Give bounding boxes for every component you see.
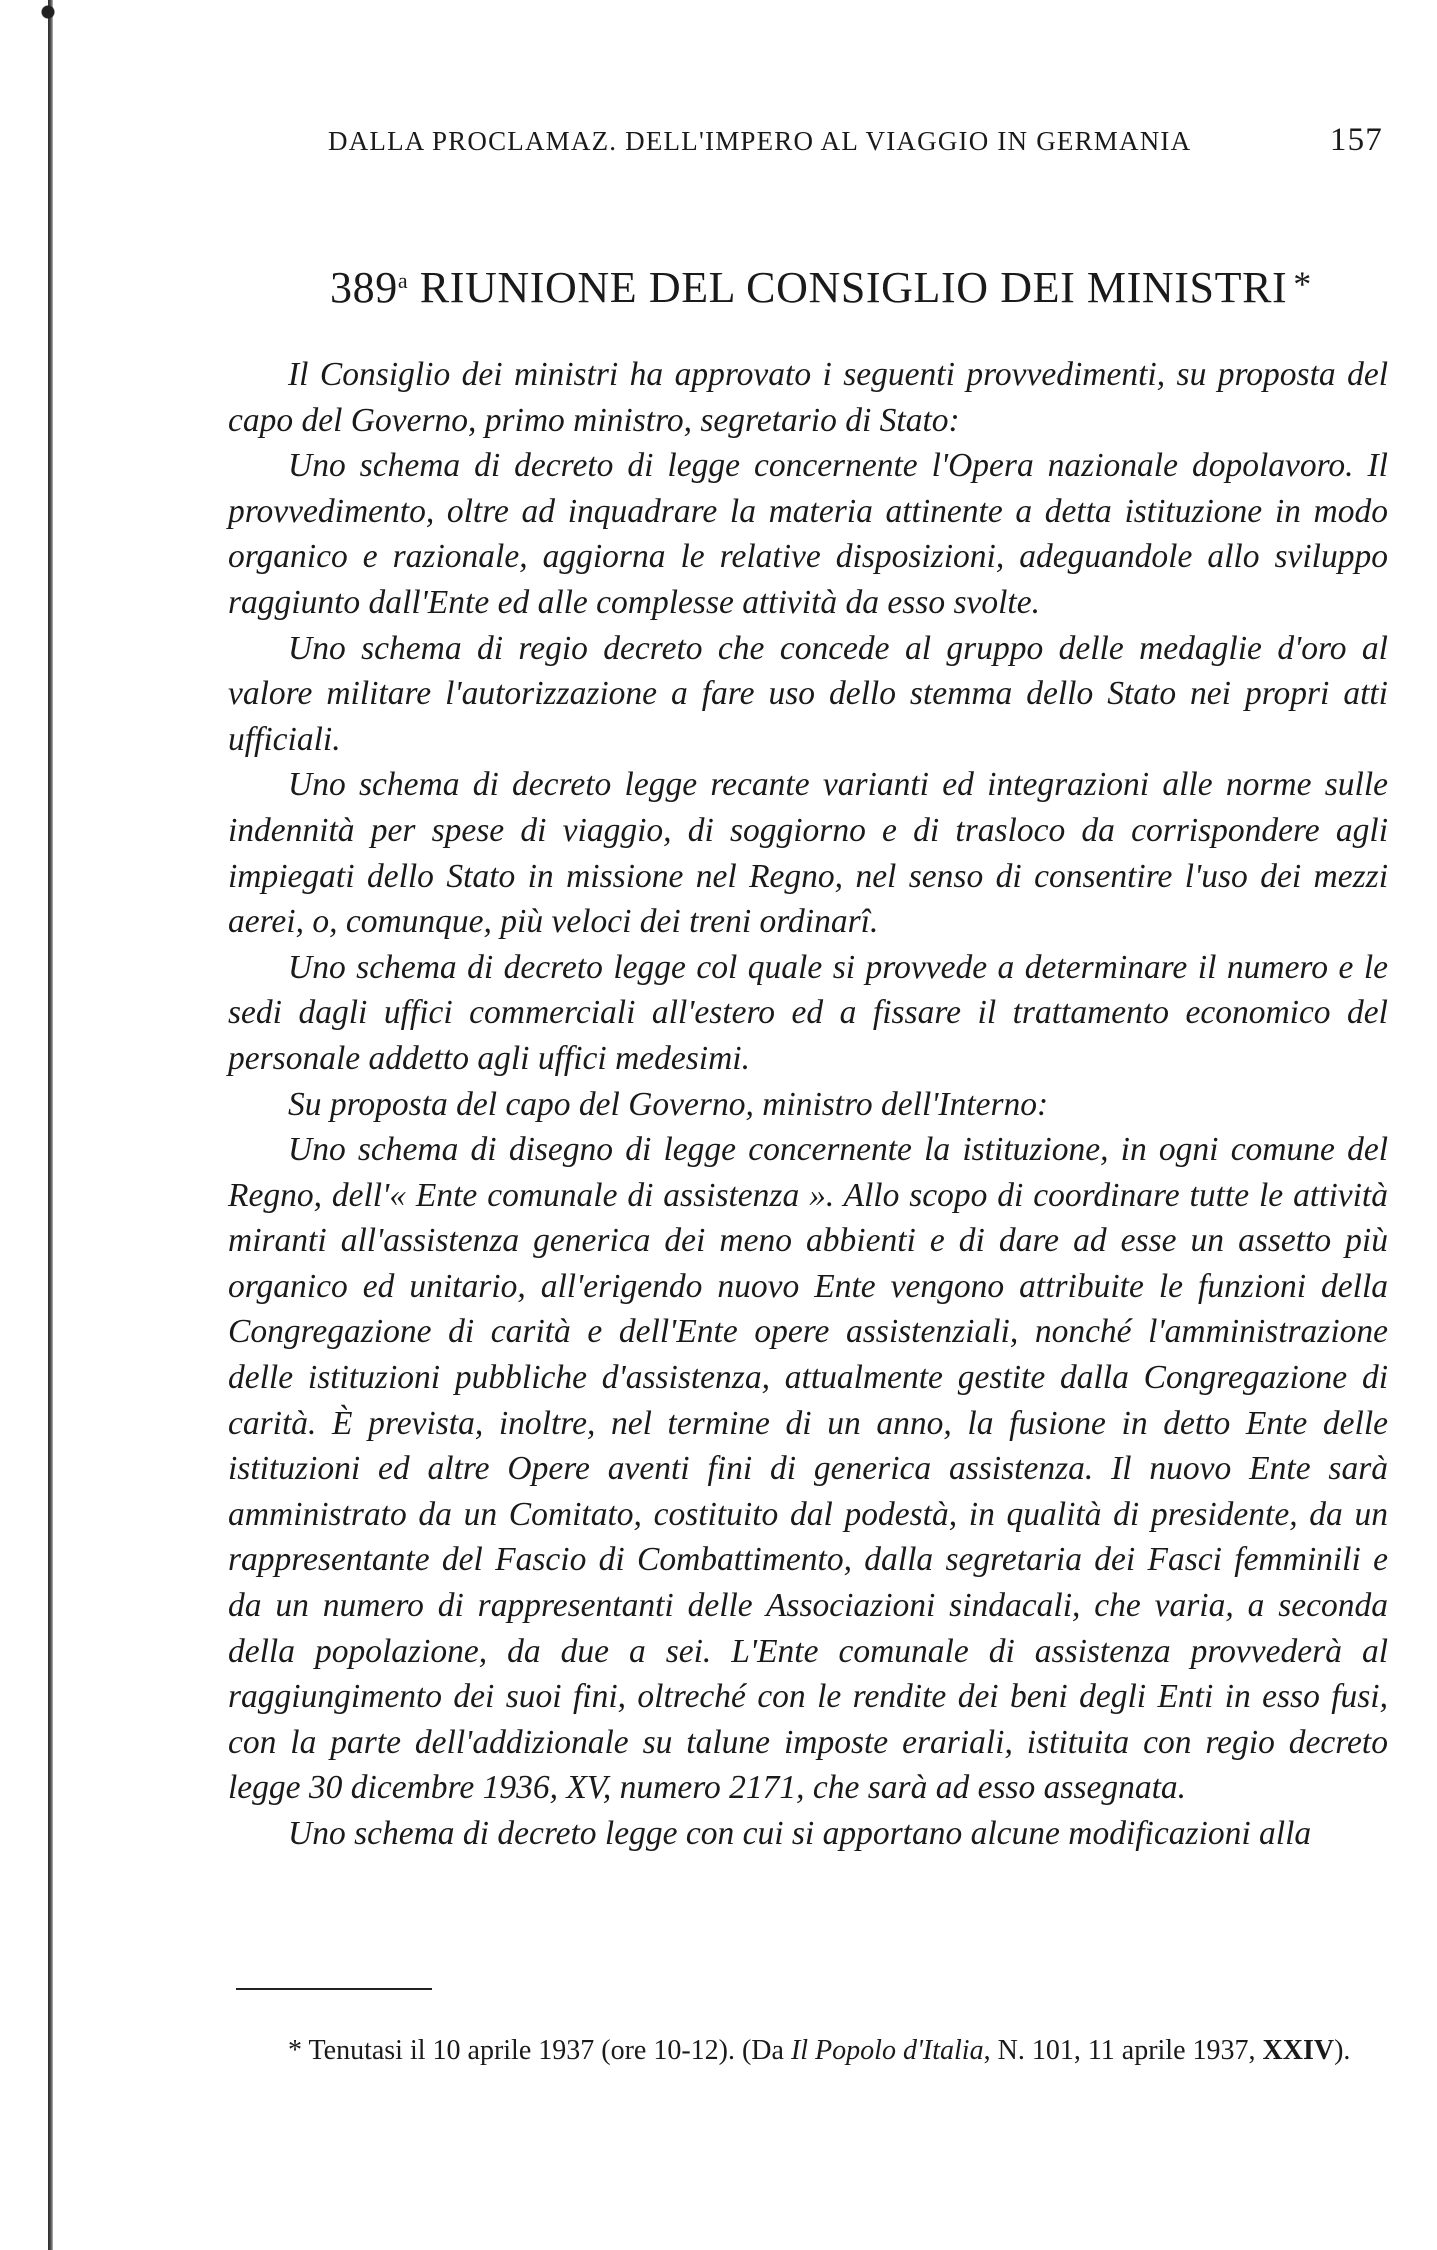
- footnote-marker: *: [288, 2035, 302, 2066]
- footnote: [228, 2030, 1388, 2072]
- paragraph: Uno schema di decreto di legge concernente l'Opera nazionale dopolavoro. Il provvedimento, oltre ad inquadrare la materia attinente a detta istituzione in modo organico e razionale, aggiorna le relative disposizioni, adeguandole allo sviluppo raggiunto dall'Ente ed alle complesse attività da esso svolte.: [228, 447, 1388, 621]
- paragraph: Uno schema di decreto legge con cui si apportano alcune modificazioni alla: [288, 1815, 1312, 1852]
- paragraph: Uno schema di decreto legge recante varianti ed integrazioni alle norme sulle indennità per spese di viaggio, di soggiorno e di trasloco da corrispondere agli impiegati dello Stato in missione nel Regno, nel senso di consentire l'uso dei mezzi aerei, o, comunque, più veloci dei treni ordinarî.: [228, 766, 1388, 941]
- heading-footnote-marker: *: [1293, 264, 1312, 304]
- heading-superscript: a: [397, 268, 409, 293]
- footnote-closing: ).: [1334, 2035, 1351, 2066]
- paragraph: Uno schema di disegno di legge concernente la istituzione, in ogni comune del Regno, dell'« Ente comunale di assistenza ». Allo scopo di coordinare tutte le attività miranti all'assistenza generica dei meno abbienti e di dare ad esse un assetto più organico ed unitario, all'erigendo nuovo Ente vengono attribuite le funzioni della Congregazione di carità e dell'Ente opere assistenziali, nonché l'amministrazione delle istituzioni pubbliche d'assistenza, attualmente gestite dalla Congregazione di carità. È prevista, inoltre, nel termine di un anno, la fusione in detto Ente delle istituzioni ed altre Opere aventi fini di generica assistenza. Il nuovo Ente sarà amministrato da un Comitato, costituito dal podestà, in qualità di presidente, da un rappresentante del Fascio di Combattimento, dalla segretaria dei Fasci femminili e da un numero di rappresentanti delle Associazioni sindacali, che varia, a seconda della popolazione, da due a sei. L'Ente comunale di assistenza provvederà al raggiungimento dei suoi fini, oltreché con le rendite dei beni degli Enti in esso fusi, con la parte dell'addizionale su talune imposte erariali, istituita con regio decreto legge 30 dicembre 1936, XV, numero 2171, che sarà ad esso assegnata.: [228, 1131, 1388, 1807]
- paragraph: Il Consiglio dei ministri ha approvato i seguenti provvedimenti, su proposta del capo del Governo, primo ministro, segretario di Stato:: [228, 356, 1388, 439]
- footnote-text-after: , N. 101, 11 aprile 1937,: [983, 2035, 1263, 2066]
- running-head: [328, 122, 1383, 162]
- paragraph: Uno schema di regio decreto che concede al gruppo delle medaglie d'oro al valore militare l'autorizzazione a fare uso dello stemma dello Stato nei propri atti ufficiali.: [228, 629, 1388, 758]
- binding-mark: [38, 0, 58, 40]
- binding-edge: [48, 0, 53, 2250]
- section-heading: [330, 262, 1390, 313]
- page-number: 157: [1329, 122, 1383, 158]
- heading-number: 389: [330, 263, 398, 312]
- footnote-text: [228, 2030, 1388, 2072]
- footnote-rule: [236, 1988, 432, 1990]
- paragraph: Su proposta del capo del Governo, ministro dell'Interno:: [288, 1085, 1049, 1123]
- footnote-source-title: Il Popolo d'Italia: [790, 2035, 984, 2066]
- heading-title: RIUNIONE DEL CONSIGLIO DEI MINISTRI: [419, 263, 1288, 312]
- footnote-text-before: Tenutasi il 10 aprile 1937 (ore 10-12). (Da: [308, 2035, 791, 2066]
- footnote-era-year: XXIV: [1262, 2035, 1335, 2066]
- body-text: [228, 352, 1388, 1857]
- paragraph: Uno schema di decreto legge col quale si provvede a determinare il numero e le sedi dagli uffici commerciali all'estero ed a fissare il trattamento economico del personale addetto agli uffici medesimi.: [228, 948, 1388, 1077]
- running-head-title: DALLA PROCLAMAZ. DELL'IMPERO AL VIAGGIO IN GERMANIA: [328, 126, 1192, 156]
